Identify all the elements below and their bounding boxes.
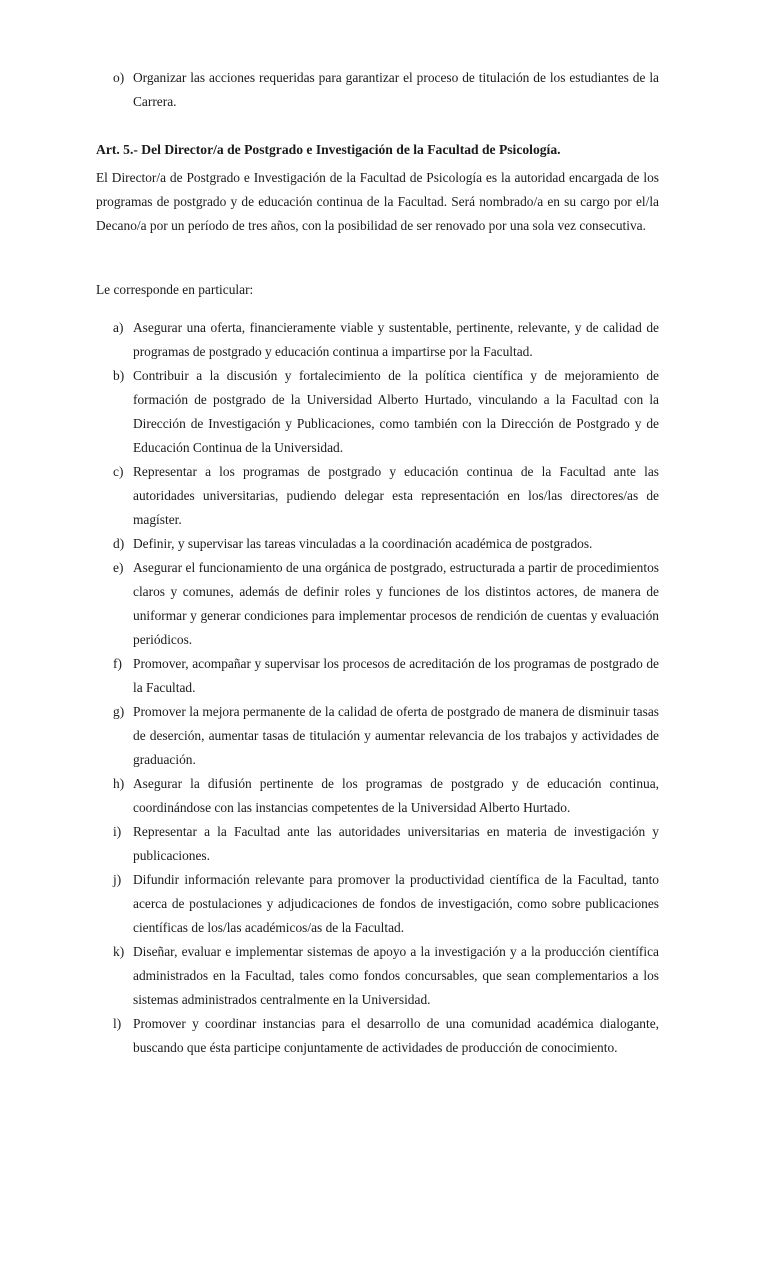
list-item-text: Promover y coordinar instancias para el desarrollo de una comunidad académica dialogante, buscando que ésta participe conjuntamente de actividades de producción de conocimiento. <box>133 1016 659 1055</box>
list-item-l <box>0 1012 778 1060</box>
article-intro-paragraph: El Director/a de Postgrado e Investigación de la Facultad de Psicología es la autoridad encargada de los programas de postgrado y de educación continua de la Facultad. Será nombrado/a en su cargo por el/la Decano/a por un período de tres años, con la posibilidad de ser renovado por una sola vez consecutiva. <box>96 170 659 233</box>
list-item-d <box>0 532 778 556</box>
list-item-text: Asegurar una oferta, financieramente viable y sustentable, pertinente, relevante, y de calidad de programas de postgrado y educación continua a impartirse por la Facultad. <box>133 320 659 359</box>
list-item-text: Definir, y supervisar las tareas vinculadas a la coordinación académica de postgrados. <box>133 536 593 551</box>
list-marker: a) <box>113 320 124 335</box>
list-item-text: Asegurar el funcionamiento de una orgánica de postgrado, estructurada a partir de procedimientos claros y comunes, además de definir roles y funciones de los distintos actores, de manera de uniformar y generar condiciones para implementar procesos de rendición de cuentas y evaluación periódicos. <box>133 560 659 647</box>
list-marker: j) <box>113 872 122 887</box>
list-marker: g) <box>113 704 125 719</box>
list-item-text: Promover, acompañar y supervisar los procesos de acreditación de los programas de postgrado de la Facultad. <box>133 656 659 695</box>
list-marker: l) <box>113 1016 122 1031</box>
article-duties-list <box>0 316 778 1060</box>
list-marker: k) <box>113 944 125 959</box>
list-item-text: Organizar las acciones requeridas para garantizar el proceso de titulación de los estudiantes de la Carrera. <box>133 70 659 109</box>
list-item-text: Representar a los programas de postgrado y educación continua de la Facultad ante las autoridades universitarias, pudiendo delegar esta representación en los/las directores/as de magíster. <box>133 464 659 527</box>
list-marker: d) <box>113 536 125 551</box>
list-marker: c) <box>113 464 124 479</box>
article-lead-text: Le corresponde en particular: <box>96 282 254 297</box>
list-item-text: Representar a la Facultad ante las autoridades universitarias en materia de investigación y publicaciones. <box>133 824 659 863</box>
list-item-e <box>0 556 778 652</box>
list-item-h <box>0 772 778 820</box>
list-item-j <box>0 868 778 940</box>
list-item-a <box>0 316 778 364</box>
list-item-text: Promover la mejora permanente de la calidad de oferta de postgrado de manera de disminuir tasas de deserción, aumentar tasas de titulación y aumentar relevancia de los trabajos y actividades de graduación. <box>133 704 659 767</box>
list-item-c <box>0 460 778 532</box>
list-item-text: Asegurar la difusión pertinente de los programas de postgrado y de educación continua, coordinándose con las instancias competentes de la Universidad Alberto Hurtado. <box>133 776 659 815</box>
list-item-text: Diseñar, evaluar e implementar sistemas de apoyo a la investigación y a la producción científica administrados en la Facultad, tales como fondos concursables, que sean complementarios a los sistemas administrados centralmente en la Universidad. <box>133 944 659 1007</box>
list-marker: f) <box>113 656 122 671</box>
list-item-text: Contribuir a la discusión y fortalecimiento de la política científica y de mejoramiento de formación de postgrado de la Universidad Alberto Hurtado, vinculando a la Facultad con la Dirección de Investigación y Publicaciones, como también con la Dirección de Postgrado y de Educación Continua de la Universidad. <box>133 368 659 455</box>
list-marker: i) <box>113 824 122 839</box>
list-marker: e) <box>113 560 124 575</box>
list-item-text: Difundir información relevante para promover la productividad científica de la Facultad, tanto acerca de postulaciones y adjudicaciones de fondos de investigación, como sobre publicaciones científicas de los/las académicos/as de la Facultad. <box>133 872 659 935</box>
list-marker: b) <box>113 368 125 383</box>
list-item-g <box>0 700 778 772</box>
list-marker: h) <box>113 776 125 791</box>
previous-article-list <box>0 66 778 114</box>
list-item-f <box>0 652 778 700</box>
list-item-b <box>0 364 778 460</box>
article-heading: Art. 5.- Del Director/a de Postgrado e Investigación de la Facultad de Psicología. <box>96 142 561 157</box>
list-item-k <box>0 940 778 1012</box>
list-item-o <box>0 66 778 114</box>
list-item-i <box>0 820 778 868</box>
list-marker: o) <box>113 70 125 85</box>
